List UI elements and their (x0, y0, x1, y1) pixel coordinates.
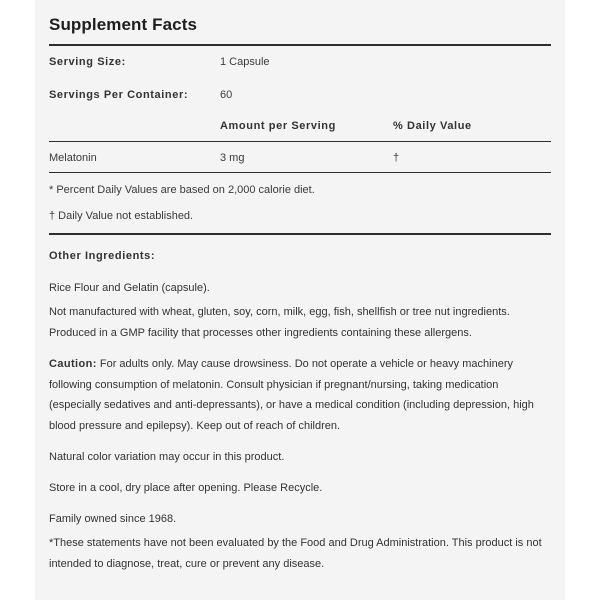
title-divider (49, 44, 551, 46)
header-divider (49, 141, 551, 142)
family-owned-note: Family owned since 1968. (49, 513, 177, 525)
serving-size-label: Serving Size: (49, 56, 126, 68)
allergen-statement: Not manufactured with wheat, gluten, soy, corn, milk, egg, fish, shellfish or tree nut ingredients. Produced in a GMP facility that processes other ingredients containing these allergens. (49, 306, 510, 339)
daily-value-header: % Daily Value (393, 120, 472, 132)
serving-size-value: 1 Capsule (220, 56, 270, 68)
nutrient-name: Melatonin (49, 152, 97, 164)
other-ingredients-text: Rice Flour and Gelatin (capsule). (49, 282, 210, 294)
servings-per-container-label: Servings Per Container: (49, 89, 189, 101)
footnote-daily-values: * Percent Daily Values are based on 2,000 calorie diet. (49, 184, 315, 196)
caution-text: For adults only. May cause drowsiness. Do not operate a vehicle or heavy machinery following consumption of melatonin. Consult physician if pregnant/nursing, taking medication (especially sedatives and anti-depressants), or have a medical condition (including depression, high blood pressure and epilepsy). Keep out of reach of children. (49, 358, 534, 432)
footnote-divider (49, 233, 551, 235)
caution-paragraph (49, 354, 551, 436)
footnote-not-established: † Daily Value not established. (49, 210, 194, 222)
supplement-facts-title: Supplement Facts (49, 15, 198, 34)
color-variation-note: Natural color variation may occur in this product. (49, 451, 285, 463)
caution-label: Caution: (49, 358, 97, 370)
nutrient-daily-value: † (393, 152, 400, 164)
storage-note: Store in a cool, dry place after opening. Please Recycle. (49, 482, 323, 494)
servings-per-container-value: 60 (220, 89, 233, 101)
other-ingredients-heading: Other Ingredients: (49, 250, 156, 262)
nutrient-amount: 3 mg (220, 152, 245, 164)
supplement-facts-panel (35, 0, 565, 600)
amount-per-serving-header: Amount per Serving (220, 120, 336, 132)
fda-disclaimer: *These statements have not been evaluated by the Food and Drug Administration. This product is not intended to diagnose, treat, cure or prevent any disease. (49, 537, 542, 570)
nutrient-divider (49, 172, 551, 173)
